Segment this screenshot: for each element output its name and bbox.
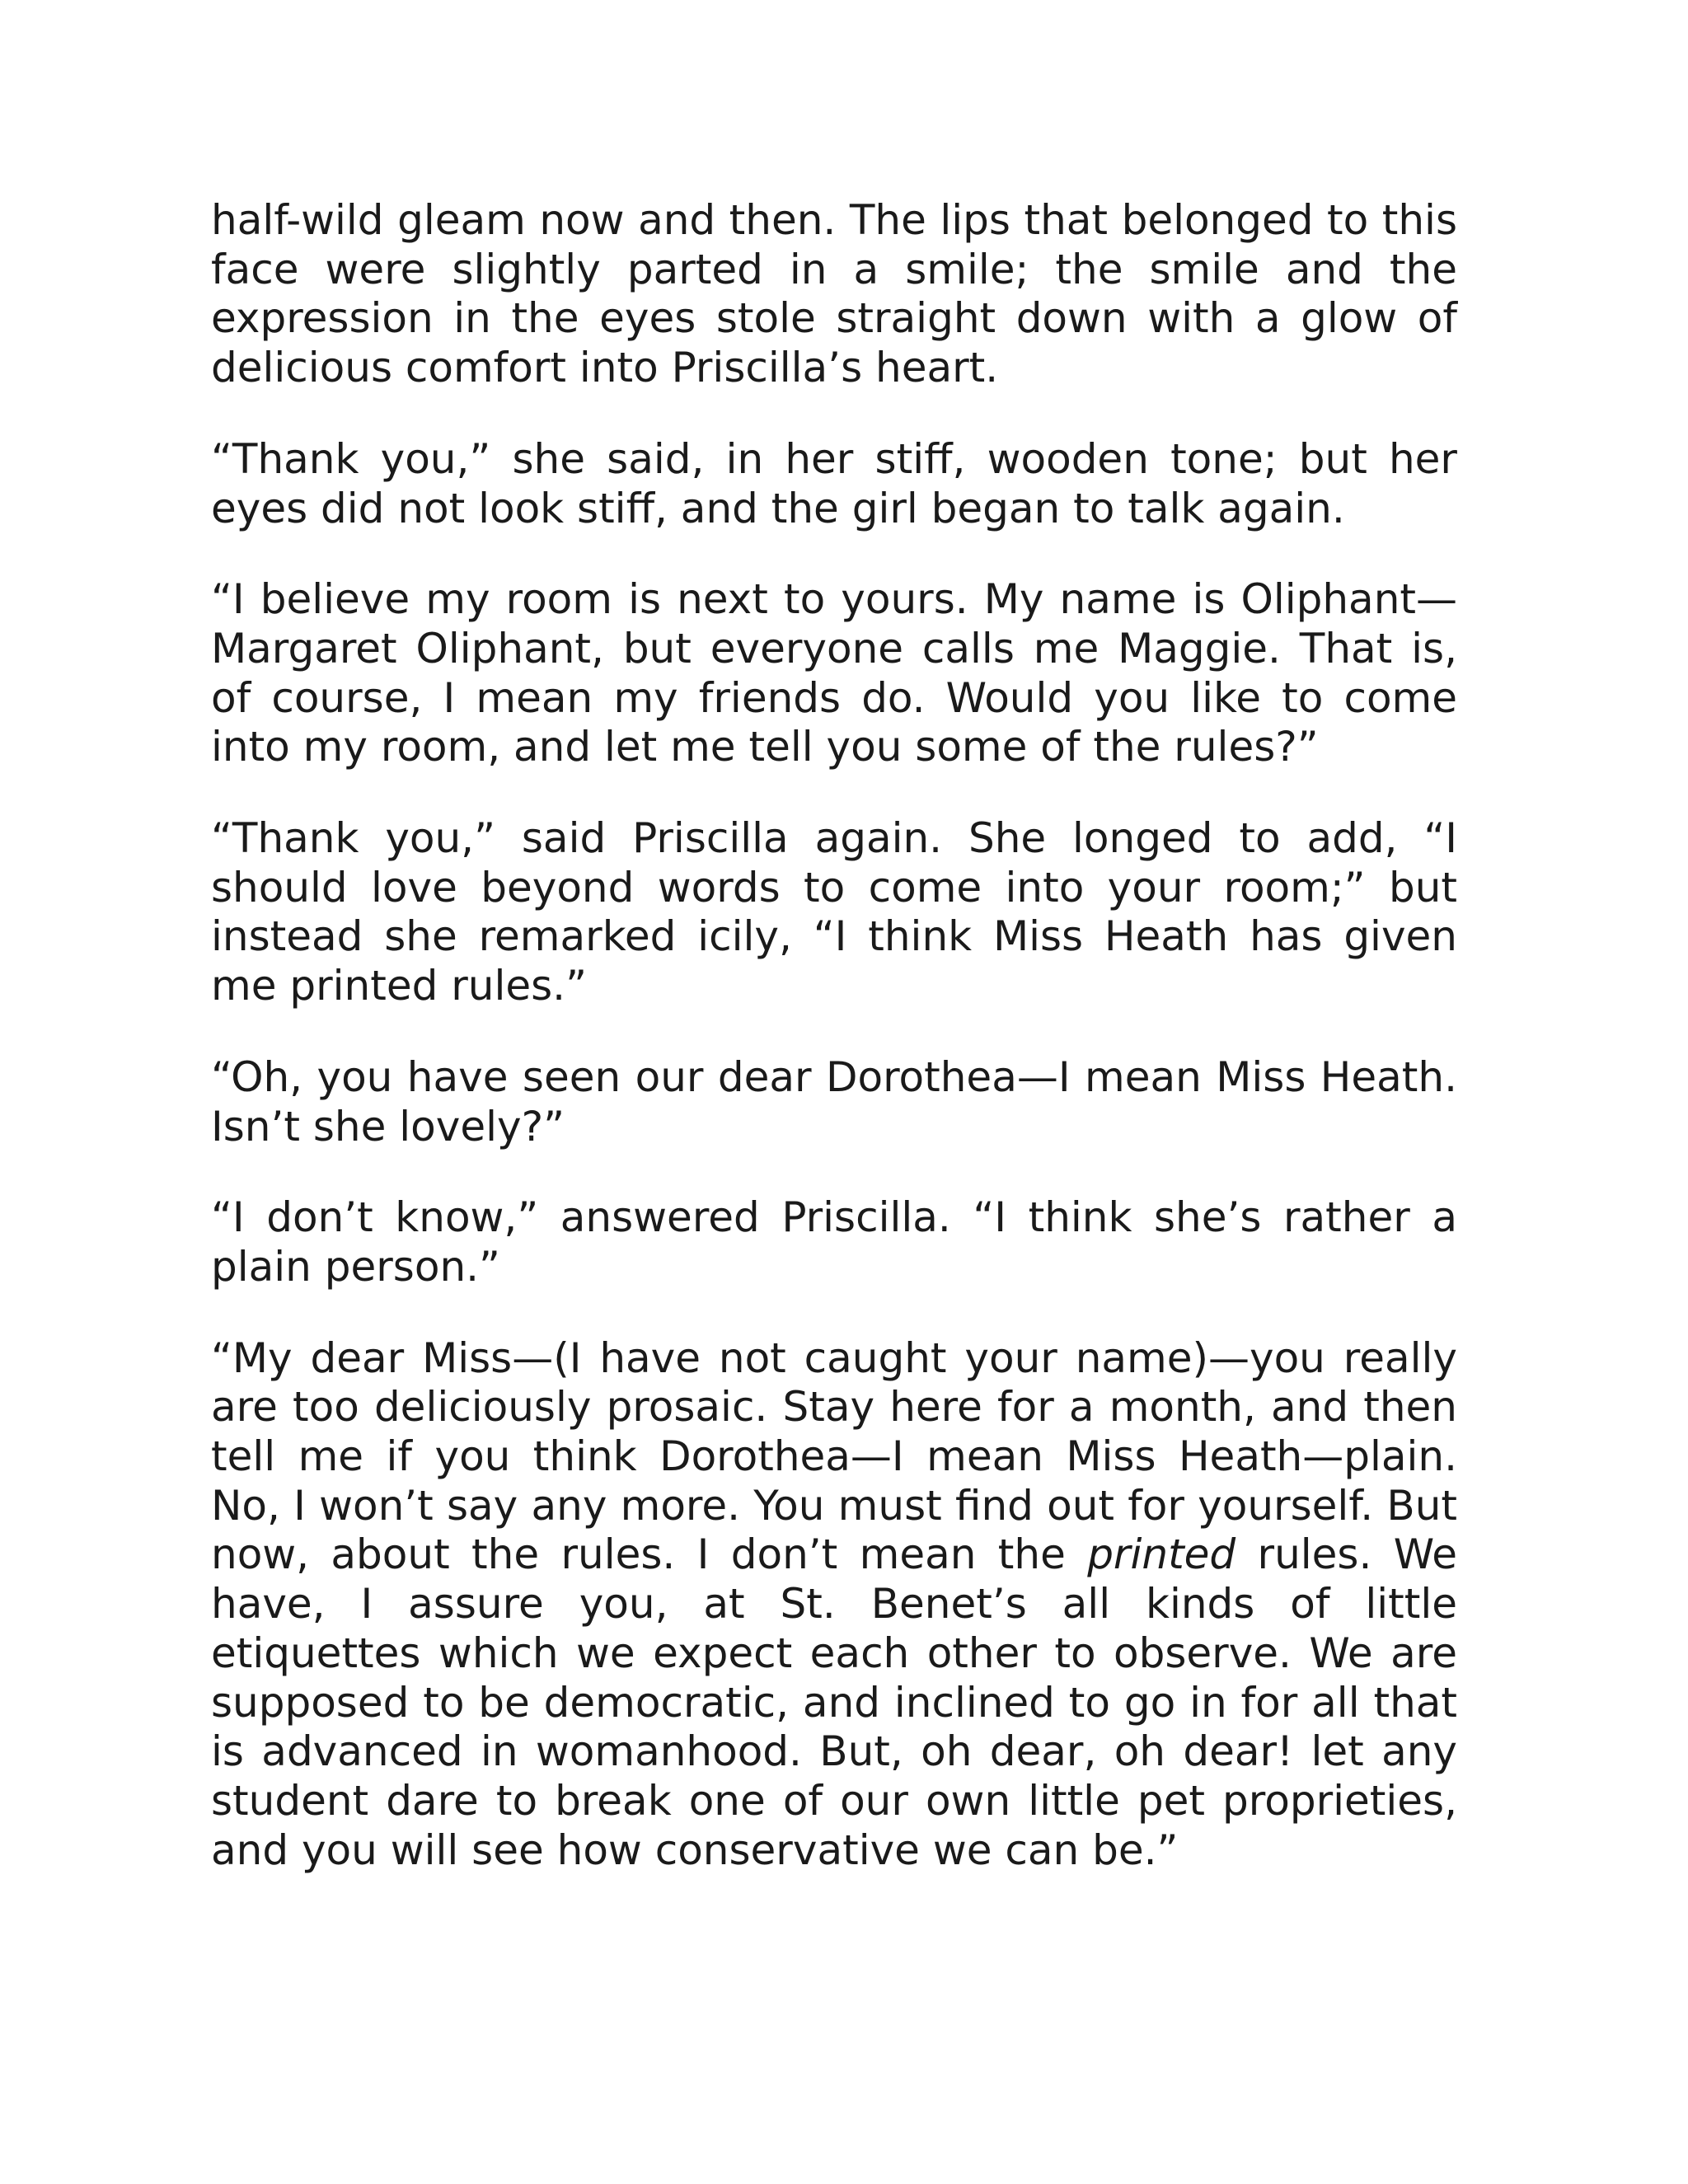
book-page-text [211, 196, 1457, 1875]
paragraph-7 [211, 1334, 1457, 1876]
paragraph-5: “Oh, you have seen our dear Dorothea—I mean Miss Heath. Isn’t she lovely?” [211, 1052, 1457, 1151]
paragraph-3: “I believe my room is next to yours. My name is Oliphant—Margaret Oliphant, but everyone calls me Maggie. That is, of course, I mean my friends do. Would you like to come into my room, and let me tell you some of the rules?” [211, 575, 1457, 771]
emphasized-word: printed [1087, 1530, 1236, 1579]
paragraph-2: “Thank you,” she said, in her stiff, wooden tone; but her eyes did not look stiff, and the girl began to talk again. [211, 434, 1457, 532]
paragraph-7-text-end: rules. We have, I assure you, at St. Benet’s all kinds of little etiquettes which we expect each other to observe. We are supposed to be democratic, and inclined to go in for all that is advanced in womanhood. But, oh dear, oh dear! let any student dare to break one of our own little pet proprieties, and you will see how conservative we can be.” [211, 1530, 1457, 1874]
paragraph-4: “Thank you,” said Priscilla again. She longed to add, “I should love beyond words to come into your room;” but instead she remarked icily, “I think Miss Heath has given me printed rules.” [211, 814, 1457, 1010]
paragraph-6: “I don’t know,” answered Priscilla. “I think she’s rather a plain person.” [211, 1193, 1457, 1291]
paragraph-7-text-start: “My dear Miss—(I have not caught your name)—you really are too deliciously prosaic. Stay here for a month, and then tell me if you think Dorothea—I mean Miss Heath—plain. No, I won’t say any more. You must find out for yourself. But now, about the rules. I don’t mean the [211, 1333, 1457, 1579]
paragraph-1: half-wild gleam now and then. The lips that belonged to this face were slightly parted in a smile; the smile and the expression in the eyes stole straight down with a glow of delicious comfort into Priscilla’s heart. [211, 196, 1457, 392]
